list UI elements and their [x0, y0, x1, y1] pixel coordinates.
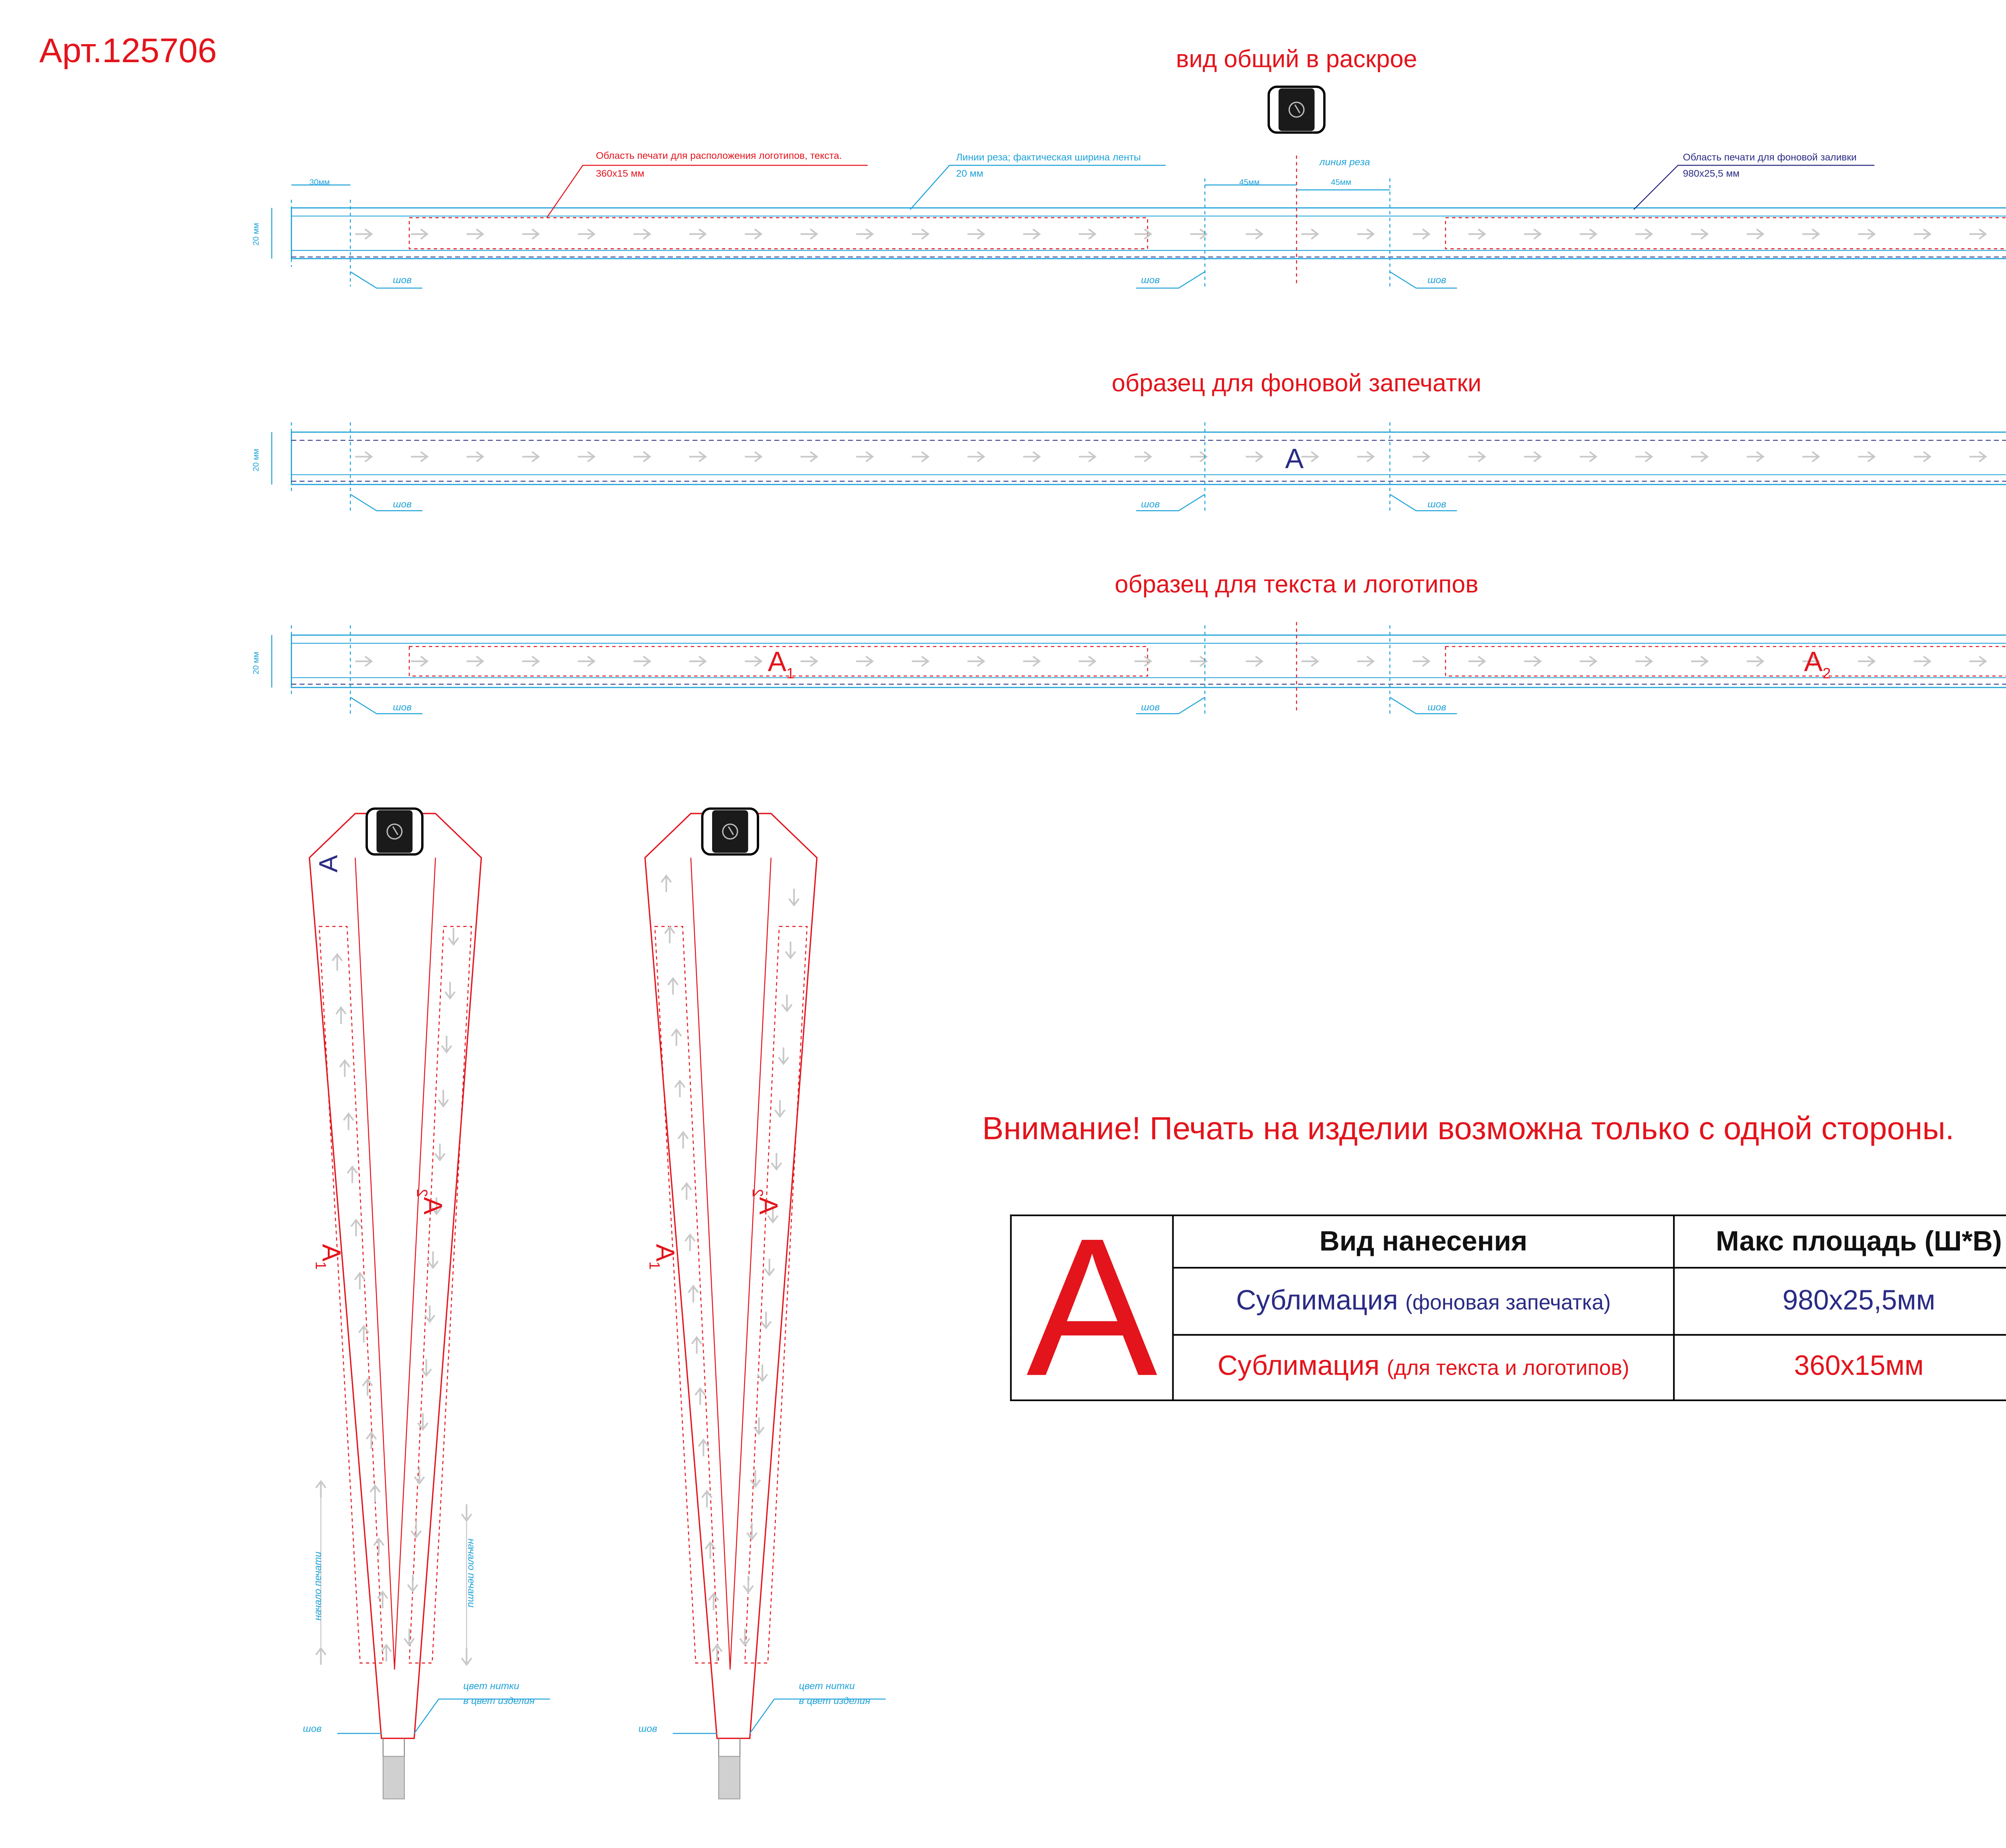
direction-arrow-icon — [912, 656, 928, 666]
direction-arrow-icon — [800, 229, 817, 239]
direction-arrow-icon — [1691, 229, 1708, 239]
thread-color-label-2: в цвет изделия — [463, 1697, 535, 1708]
direction-arrow-icon — [1468, 452, 1485, 461]
direction-arrow-icon — [1524, 656, 1541, 666]
note-cut-lines-width: 20 мм — [956, 170, 983, 180]
note-print-area-bg: Область печати для фоновой заливки — [1683, 154, 1857, 164]
direction-arrow-icon — [355, 452, 372, 461]
seam-label: шов — [1141, 704, 1160, 714]
direction-arrow-icon — [1803, 229, 1819, 239]
direction-arrow-icon — [1190, 452, 1206, 461]
direction-arrow-icon — [355, 229, 372, 239]
direction-arrow-icon — [1413, 452, 1429, 461]
lanyard1-zone-a1: $A_1$ — [312, 1244, 344, 1270]
direction-arrow-icon — [1190, 656, 1206, 666]
direction-arrow-icon — [633, 452, 650, 461]
direction-arrow-icon — [467, 656, 483, 666]
direction-arrow-icon — [689, 452, 706, 461]
seam-label: шов — [393, 276, 412, 287]
direction-arrow-icon — [1023, 229, 1040, 239]
zone-a2-label: $A_2$ — [1804, 646, 1831, 682]
direction-arrow-icon — [1301, 229, 1318, 239]
direction-arrow-icon — [578, 452, 594, 461]
direction-arrow-icon — [411, 452, 427, 461]
dim-20-strip3: 20 мм — [252, 651, 262, 675]
buckle-icon — [367, 809, 422, 854]
method-cell: Сублимация (фоновая запечатка) — [1173, 1268, 1674, 1334]
direction-arrow-icon — [411, 656, 427, 666]
direction-arrow-icon — [1023, 656, 1040, 666]
area-cell: 980х25,5мм — [1674, 1268, 2006, 1334]
strip-text-logos — [272, 612, 2006, 714]
area-cell: 360х15мм — [1674, 1334, 2006, 1400]
note-cut-lines: Линии реза; фактическая ширина ленты — [956, 154, 1141, 164]
direction-arrow-icon — [1468, 656, 1485, 666]
direction-arrow-icon — [1691, 656, 1708, 666]
direction-arrow-icon — [1914, 656, 1930, 666]
buckle-icon — [1269, 87, 1324, 132]
direction-arrow-icon — [912, 452, 928, 461]
lanyard1-zone-a: A — [316, 855, 344, 872]
direction-arrow-icon — [1357, 656, 1374, 666]
direction-arrow-icon — [1135, 229, 1151, 239]
direction-arrow-icon — [856, 229, 873, 239]
direction-arrow-icon — [1246, 229, 1262, 239]
direction-arrow-icon — [1858, 656, 1874, 666]
direction-arrow-icon — [1079, 229, 1095, 239]
lanyard-text-logos — [645, 809, 886, 1799]
direction-arrow-icon — [522, 452, 539, 461]
direction-arrow-icon — [689, 656, 706, 666]
direction-arrow-icon — [1357, 229, 1374, 239]
thread-color-label-2: в цвет изделия — [799, 1697, 871, 1708]
direction-arrow-icon — [1914, 452, 1930, 461]
header-method: Вид нанесения — [1173, 1215, 1674, 1268]
zone-a1-label: $A_1$ — [767, 646, 795, 682]
seam-label: шов — [1427, 276, 1446, 287]
direction-arrow-icon — [1580, 229, 1596, 239]
seam-label: шов — [393, 501, 412, 511]
direction-arrow-icon — [633, 656, 650, 666]
direction-arrow-icon — [1969, 229, 1986, 239]
dim-45-right: 45мм — [1331, 178, 1352, 189]
title-general-view: вид общий в раскрое — [1176, 46, 1417, 74]
method-cell: Сублимация (для текста и логотипов) — [1173, 1334, 1674, 1400]
lanyard2-zone-a2: $A_2$ — [749, 1189, 781, 1215]
print-start-label: начало печати — [314, 1552, 324, 1621]
direction-arrow-icon — [856, 656, 873, 666]
direction-arrow-icon — [745, 452, 761, 461]
seam-label: шов — [393, 704, 412, 714]
print-spec-table — [1010, 1198, 2006, 1418]
dim-20-strip2: 20 мм — [252, 448, 262, 472]
seam-label: шов — [1427, 704, 1446, 714]
direction-arrow-icon — [1635, 229, 1652, 239]
seam-label: шов — [1427, 501, 1446, 511]
note-print-area-logos-size: 360х15 мм — [596, 170, 645, 180]
direction-arrow-icon — [1246, 452, 1262, 461]
dim-45-left: 45мм — [1239, 178, 1260, 189]
direction-arrow-icon — [1691, 452, 1708, 461]
direction-arrow-icon — [1803, 452, 1819, 461]
direction-arrow-icon — [1747, 229, 1763, 239]
direction-arrow-icon — [411, 229, 427, 239]
direction-arrow-icon — [912, 229, 928, 239]
note-cut-line: линия реза — [1319, 158, 1370, 169]
direction-arrow-icon — [522, 656, 539, 666]
direction-arrow-icon — [689, 229, 706, 239]
dim-30-left: 30мм — [309, 178, 330, 189]
direction-arrow-icon — [1135, 452, 1151, 461]
lanyard1-zone-a2: $A_2$ — [414, 1189, 445, 1215]
direction-arrow-icon — [522, 229, 539, 239]
dim-20-strip1: 20 мм — [252, 223, 262, 246]
direction-arrow-icon — [1635, 452, 1652, 461]
note-print-area-logos: Область печати для расположения логотипов, текста. — [596, 152, 842, 162]
direction-arrow-icon — [355, 656, 372, 666]
buckle-icon — [702, 809, 758, 854]
direction-arrow-icon — [1023, 452, 1040, 461]
direction-arrow-icon — [1357, 452, 1374, 461]
direction-arrow-icon — [1914, 229, 1930, 239]
direction-arrow-icon — [1524, 229, 1541, 239]
direction-arrow-icon — [1468, 229, 1485, 239]
direction-arrow-icon — [1858, 452, 1874, 461]
direction-arrow-icon — [467, 229, 483, 239]
direction-arrow-icon — [1747, 656, 1763, 666]
direction-arrow-icon — [1580, 656, 1596, 666]
direction-arrow-icon — [1190, 229, 1206, 239]
direction-arrow-icon — [1413, 656, 1429, 666]
thread-color-label: цвет нитки — [463, 1682, 520, 1693]
title-background-sample: образец для фоновой запечатки — [1111, 370, 1482, 398]
direction-arrow-icon — [1301, 452, 1318, 461]
seam-label: шов — [303, 1725, 322, 1735]
title-text-logo-sample: образец для текста и логотипов — [1115, 571, 1478, 599]
direction-arrow-icon — [1524, 452, 1541, 461]
table-big-letter: A — [1011, 1215, 1173, 1400]
header-area: Макс площадь (Ш*В) — [1674, 1215, 2006, 1268]
direction-arrow-icon — [968, 656, 984, 666]
direction-arrow-icon — [856, 452, 873, 461]
direction-arrow-icon — [800, 452, 817, 461]
direction-arrow-icon — [1301, 656, 1318, 666]
lanyard2-zone-a1: $A_1$ — [646, 1244, 678, 1270]
strip-general — [272, 87, 2006, 288]
direction-arrow-icon — [968, 229, 984, 239]
direction-arrow-icon — [1135, 656, 1151, 666]
note-print-area-bg-size: 980х25,5 мм — [1683, 170, 1740, 180]
direction-arrow-icon — [1747, 452, 1763, 461]
direction-arrow-icon — [1858, 229, 1874, 239]
direction-arrow-icon — [1635, 656, 1652, 666]
direction-arrow-icon — [1246, 656, 1262, 666]
direction-arrow-icon — [968, 452, 984, 461]
direction-arrow-icon — [745, 656, 761, 666]
article-number: Арт.125706 — [39, 32, 217, 71]
direction-arrow-icon — [578, 229, 594, 239]
one-side-warning: Внимание! Печать на изделии возможна только с одной стороны. — [982, 1111, 1954, 1148]
direction-arrow-icon — [1969, 452, 1986, 461]
thread-color-label: цвет нитки — [799, 1682, 855, 1693]
seam-label: шов — [1141, 501, 1160, 511]
direction-arrow-icon — [745, 229, 761, 239]
direction-arrow-icon — [1079, 452, 1095, 461]
direction-arrow-icon — [633, 229, 650, 239]
direction-arrow-icon — [1413, 229, 1429, 239]
zone-a-label: A — [1285, 443, 1304, 475]
direction-arrow-icon — [800, 656, 817, 666]
direction-arrow-icon — [467, 452, 483, 461]
lanyard-background — [309, 809, 550, 1799]
print-start-label: начало печати — [465, 1538, 475, 1608]
seam-label: шов — [638, 1725, 658, 1735]
direction-arrow-icon — [578, 656, 594, 666]
direction-arrow-icon — [1969, 656, 1986, 666]
seam-label: шов — [1141, 276, 1160, 287]
strip-background — [272, 409, 2006, 511]
direction-arrow-icon — [1580, 452, 1596, 461]
direction-arrow-icon — [1079, 656, 1095, 666]
